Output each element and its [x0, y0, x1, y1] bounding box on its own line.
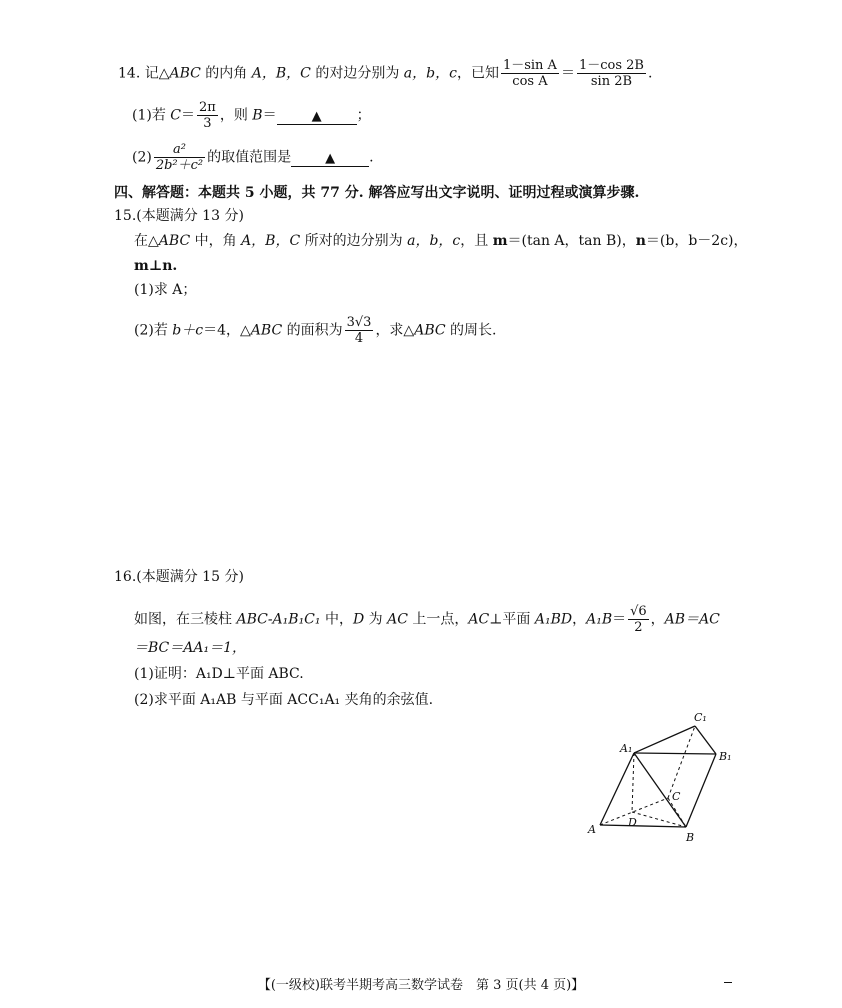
q16-l1-A1B: A₁B	[586, 611, 613, 628]
q16-part1: (1)证明：A₁D⊥平面 ABC.	[134, 666, 304, 682]
edge-A1-C1	[634, 726, 695, 753]
q15-l1-abc: ABC	[158, 233, 191, 249]
q15-l1-angles: A，B，C	[241, 233, 301, 249]
q16-l1-fraction	[628, 604, 649, 635]
q14-p1-frac-num: 2π	[199, 100, 216, 115]
q16-line2: ＝BC＝AA₁＝1，	[134, 640, 246, 656]
q14-p1-eq: ＝	[181, 107, 195, 124]
label-C1: C₁	[694, 711, 707, 724]
q15-part1: (1)求 A；	[134, 282, 197, 298]
q14-stem-mid: 的内角	[200, 65, 252, 82]
q16-l1-d: 上一点，	[407, 611, 469, 628]
footer-mark	[724, 982, 732, 983]
q14-p1-blank-marker: ▲	[311, 108, 322, 124]
q14-p2-answer-blank[interactable]	[291, 148, 369, 167]
q15-l1-sides: a，b，c	[407, 233, 461, 249]
edge-A1-B1	[634, 753, 716, 754]
q14-equals: ＝	[560, 65, 575, 82]
q15-p2-abc2: ABC	[414, 322, 446, 339]
q16-l1-g: ＝	[612, 611, 627, 628]
q14-fraction-1	[501, 58, 559, 89]
q14-frac1-den: cos A	[512, 74, 548, 89]
q16-l1-AC: AC	[387, 611, 408, 628]
q15-p2-a: (2)若	[134, 322, 173, 339]
q16-l1-prism: ABC-A₁B₁C₁	[236, 611, 321, 628]
q16-l1-frac-num: √6	[630, 604, 647, 619]
q15-p2-bc: b＋c	[172, 322, 204, 339]
q15-p2-e: 的周长.	[445, 322, 497, 339]
q16-l1-a: 如图，在三棱柱	[134, 611, 237, 628]
label-A1: A₁	[620, 742, 633, 755]
q14-part1	[132, 100, 371, 131]
edge-B-B1	[686, 754, 716, 827]
q14-p2-frac-den: 2b²＋c²	[155, 158, 204, 173]
label-A: A	[588, 823, 596, 836]
edge-C1-B1	[695, 726, 716, 754]
q15-l1-b: 中，角	[190, 233, 242, 249]
q14-abc: ABC	[169, 65, 201, 82]
q14-side-letters: a，b，c	[403, 65, 457, 82]
q14-frac1-num: 1－sin A	[502, 58, 557, 73]
edge-A-B	[600, 825, 686, 827]
q15-part2	[134, 315, 497, 346]
prism-figure	[582, 708, 742, 848]
q14-p2-prefix: (2)	[132, 149, 152, 166]
q16-line1	[134, 604, 720, 635]
q15-p2-d: ，求△	[375, 322, 415, 339]
q15-l1-d: ，且	[460, 233, 493, 249]
q15-line2: m⊥n.	[134, 258, 178, 274]
q14-p2-fraction	[154, 142, 205, 173]
q15-p2-b: ＝4，△	[203, 322, 251, 339]
q14-angle-letters: A，B，C	[251, 65, 311, 82]
q15-l1-n: n	[635, 233, 646, 249]
edge-A-A1	[600, 753, 634, 825]
q14-p2-text: 的取值范围是	[207, 149, 292, 166]
label-B1: B₁	[719, 750, 732, 763]
q16-l1-b: 中，	[320, 611, 353, 628]
q14-p1-then: ，则	[219, 107, 253, 124]
q14-fraction-2	[577, 58, 646, 89]
q14-stem	[118, 58, 652, 89]
q14-known: ，已知	[456, 65, 499, 82]
q16-l1-f: ，	[572, 611, 587, 628]
q14-stem-prefix: 14. 记△	[118, 65, 170, 82]
q14-frac2-den: sin 2B	[590, 74, 633, 89]
q14-p2-blank-marker: ▲	[325, 150, 336, 166]
q14-p1-fraction	[197, 100, 218, 131]
q14-p1-eq2: ＝	[262, 107, 277, 124]
q15-l1-a: 在△	[134, 233, 159, 249]
label-C: C	[672, 790, 681, 803]
q14-frac2-num: 1－cos 2B	[578, 58, 644, 73]
q16-part2: (2)求平面 A₁AB 与平面 ACC₁A₁ 夹角的余弦值.	[134, 692, 434, 708]
q14-p1-end: ；	[356, 107, 371, 124]
q15-l1-m: m	[492, 233, 508, 249]
q14-period: .	[647, 65, 653, 82]
q14-p2-end: .	[369, 149, 374, 166]
q14-p1-prefix: (1)若	[132, 107, 171, 124]
q16-l1-e: 平面	[502, 611, 535, 628]
q15-l1-c: 所对的边分别为	[300, 233, 408, 249]
q16-header: 16.(本题满分 15 分)	[114, 569, 244, 585]
q15-line1	[134, 231, 748, 251]
q15-p2-abc: ABC	[250, 322, 283, 339]
page-footer: 【(一级校)联考半期考高三数学试卷 第 3 页(共 4 页)】	[257, 978, 585, 993]
q15-l1-mval: ＝(tan A，tan B)，	[507, 233, 636, 249]
q14-part2	[132, 142, 374, 173]
q14-p1-B: B	[252, 107, 263, 124]
q15-p2-c: 的面积为	[282, 322, 343, 339]
q15-header: 15.(本题满分 13 分)	[114, 208, 244, 224]
section-4-heading: 四、解答题：本题共 5 小题，共 77 分. 解答应写出文字说明、证明过程或演算步骤.	[114, 185, 640, 201]
q14-p1-C: C	[170, 107, 181, 124]
q16-l1-h: ，	[650, 611, 665, 628]
q16-l1-frac-den: 2	[634, 620, 643, 635]
q16-l1-A1BD: A₁BD	[534, 611, 573, 628]
q16-l1-D: D	[352, 611, 365, 628]
q16-l1-ABeqAC: AB＝AC	[664, 611, 720, 628]
q14-p1-frac-den: 3	[203, 116, 212, 131]
edge-A1-D	[632, 753, 634, 812]
q14-p1-answer-blank[interactable]	[277, 106, 357, 125]
q15-p2-frac-den: 4	[354, 331, 364, 346]
q15-l1-nval: ＝(b，b－2c)，	[645, 233, 748, 249]
q16-l1-ACperp: AC⊥	[468, 611, 503, 628]
q15-p2-frac-num: 3√3	[346, 315, 372, 330]
q16-l1-c: 为	[364, 611, 388, 628]
label-D: D	[628, 816, 637, 829]
q14-stem-mid2: 的对边分别为	[310, 65, 404, 82]
label-B: B	[686, 831, 695, 844]
q15-p2-fraction	[345, 315, 374, 346]
q14-p2-frac-num: a²	[154, 142, 205, 158]
